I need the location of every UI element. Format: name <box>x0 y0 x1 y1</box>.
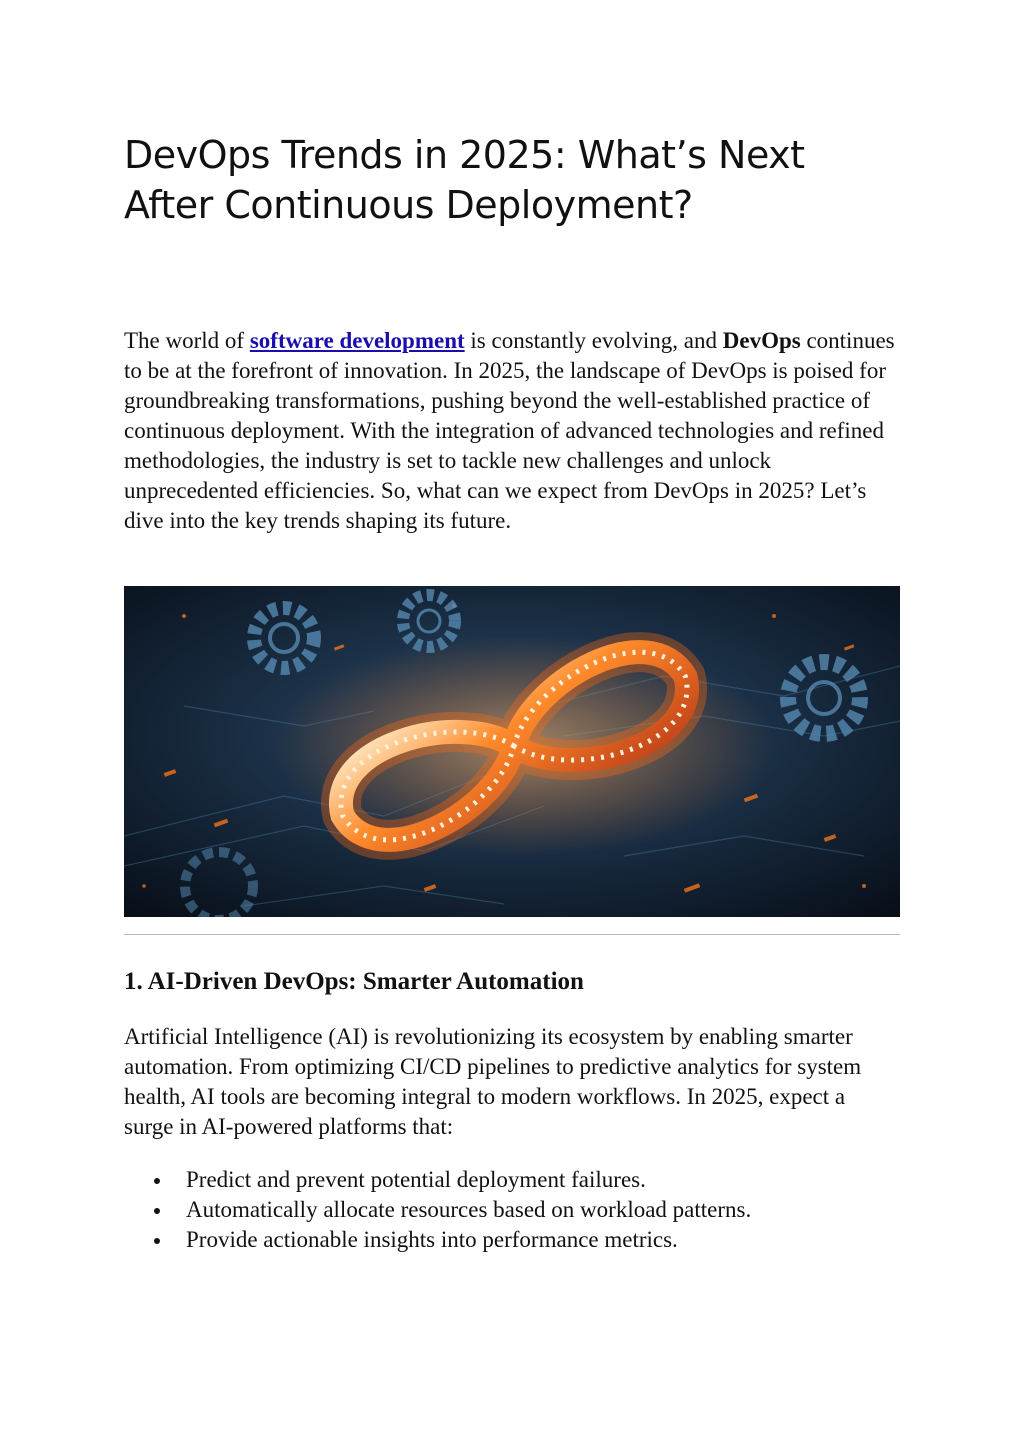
bullet-list <box>124 1165 900 1255</box>
devops-bold-term: DevOps <box>722 328 801 353</box>
bullet-icon <box>154 1208 160 1214</box>
list-item-text: Automatically allocate resources based on workload patterns. <box>186 1197 752 1222</box>
list-item-text: Predict and prevent potential deployment failures. <box>186 1167 646 1192</box>
bullet-icon <box>154 1238 160 1244</box>
hero-image <box>124 586 900 917</box>
section-heading: 1. AI-Driven DevOps: Smarter Automation <box>124 968 584 995</box>
software-development-link[interactable]: software development <box>249 328 465 353</box>
list-item <box>124 1225 900 1255</box>
section-divider <box>124 934 900 935</box>
list-item-text: Provide actionable insights into performance metrics. <box>186 1227 678 1252</box>
intro-paragraph <box>124 326 900 536</box>
list-item <box>124 1195 900 1225</box>
intro-prefix: The world of <box>124 328 250 353</box>
intro-middle: is constantly evolving, and <box>464 328 723 353</box>
intro-suffix: continues to be at the forefront of innovation. In 2025, the landscape of DevOps is poised for groundbreaking transformations, pushing beyond the well-established practice of continuous deployment. With the integration of advanced technologies and refined methodologies, the industry is set to tackle new challenges and unlock unprecedented efficiencies. So, what can we expect from DevOps in 2025? Let’s dive into the key trends shaping its future. <box>124 328 895 533</box>
list-item <box>124 1165 900 1195</box>
section-paragraph: Artificial Intelligence (AI) is revolutionizing its ecosystem by enabling smarter automation. From optimizing CI/CD pipelines to predictive analytics for system health, AI tools are becoming integral to modern workflows. In 2025, expect a surge in AI-powered platforms that: <box>124 1024 862 1139</box>
page-title-line-1: DevOps Trends in 2025: What’s Next <box>124 133 805 177</box>
page-title-line-2: After Continuous Deployment? <box>124 183 693 227</box>
bullet-icon <box>154 1178 160 1184</box>
page-title <box>124 130 900 230</box>
